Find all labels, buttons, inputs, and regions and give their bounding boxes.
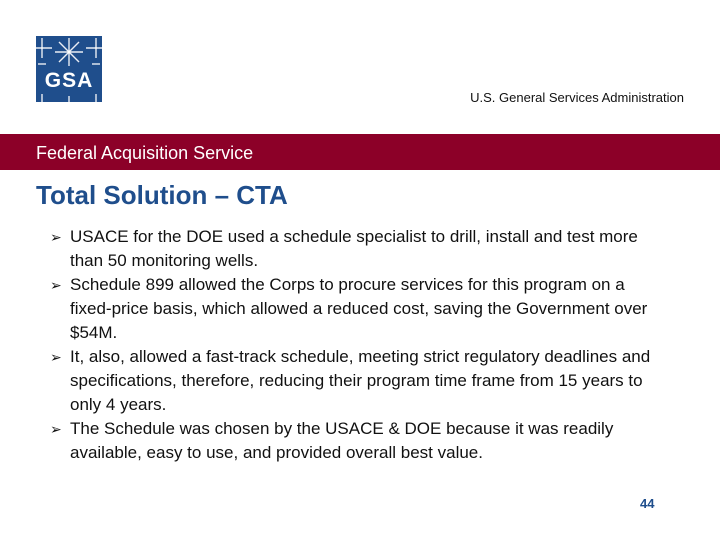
- bullet-list: [50, 225, 670, 465]
- gsa-logo: [36, 36, 102, 102]
- page-number: 44: [640, 496, 655, 511]
- bullet-text: It, also, allowed a fast-track schedule, meeting strict regulatory deadlines and specifications, therefore, reducing their program time frame from 15 years to only 4 years.: [70, 347, 651, 414]
- bullet-text: The Schedule was chosen by the USACE & DOE because it was readily available, easy to use, and provided overall best value.: [70, 419, 614, 462]
- bullet-text: USACE for the DOE used a schedule specialist to drill, install and test more than 50 monitoring wells.: [70, 227, 638, 270]
- list-item: [50, 345, 670, 417]
- section-banner: [0, 134, 720, 170]
- list-item: [50, 417, 670, 465]
- agency-name: U.S. General Services Administration: [470, 90, 684, 105]
- list-item: [50, 273, 670, 345]
- arrow-bullet-icon: ➢: [50, 277, 62, 293]
- arrow-bullet-icon: ➢: [50, 349, 62, 365]
- slide-title: Total Solution – CTA: [36, 180, 288, 210]
- arrow-bullet-icon: ➢: [50, 229, 62, 245]
- bullet-text: Schedule 899 allowed the Corps to procure services for this program on a fixed-price basis, which allowed a reduced cost, saving the Government over $54M.: [70, 275, 648, 342]
- list-item: [50, 225, 670, 273]
- arrow-bullet-icon: ➢: [50, 421, 62, 437]
- banner-title: Federal Acquisition Service: [36, 143, 254, 163]
- logo-text: GSA: [44, 69, 94, 92]
